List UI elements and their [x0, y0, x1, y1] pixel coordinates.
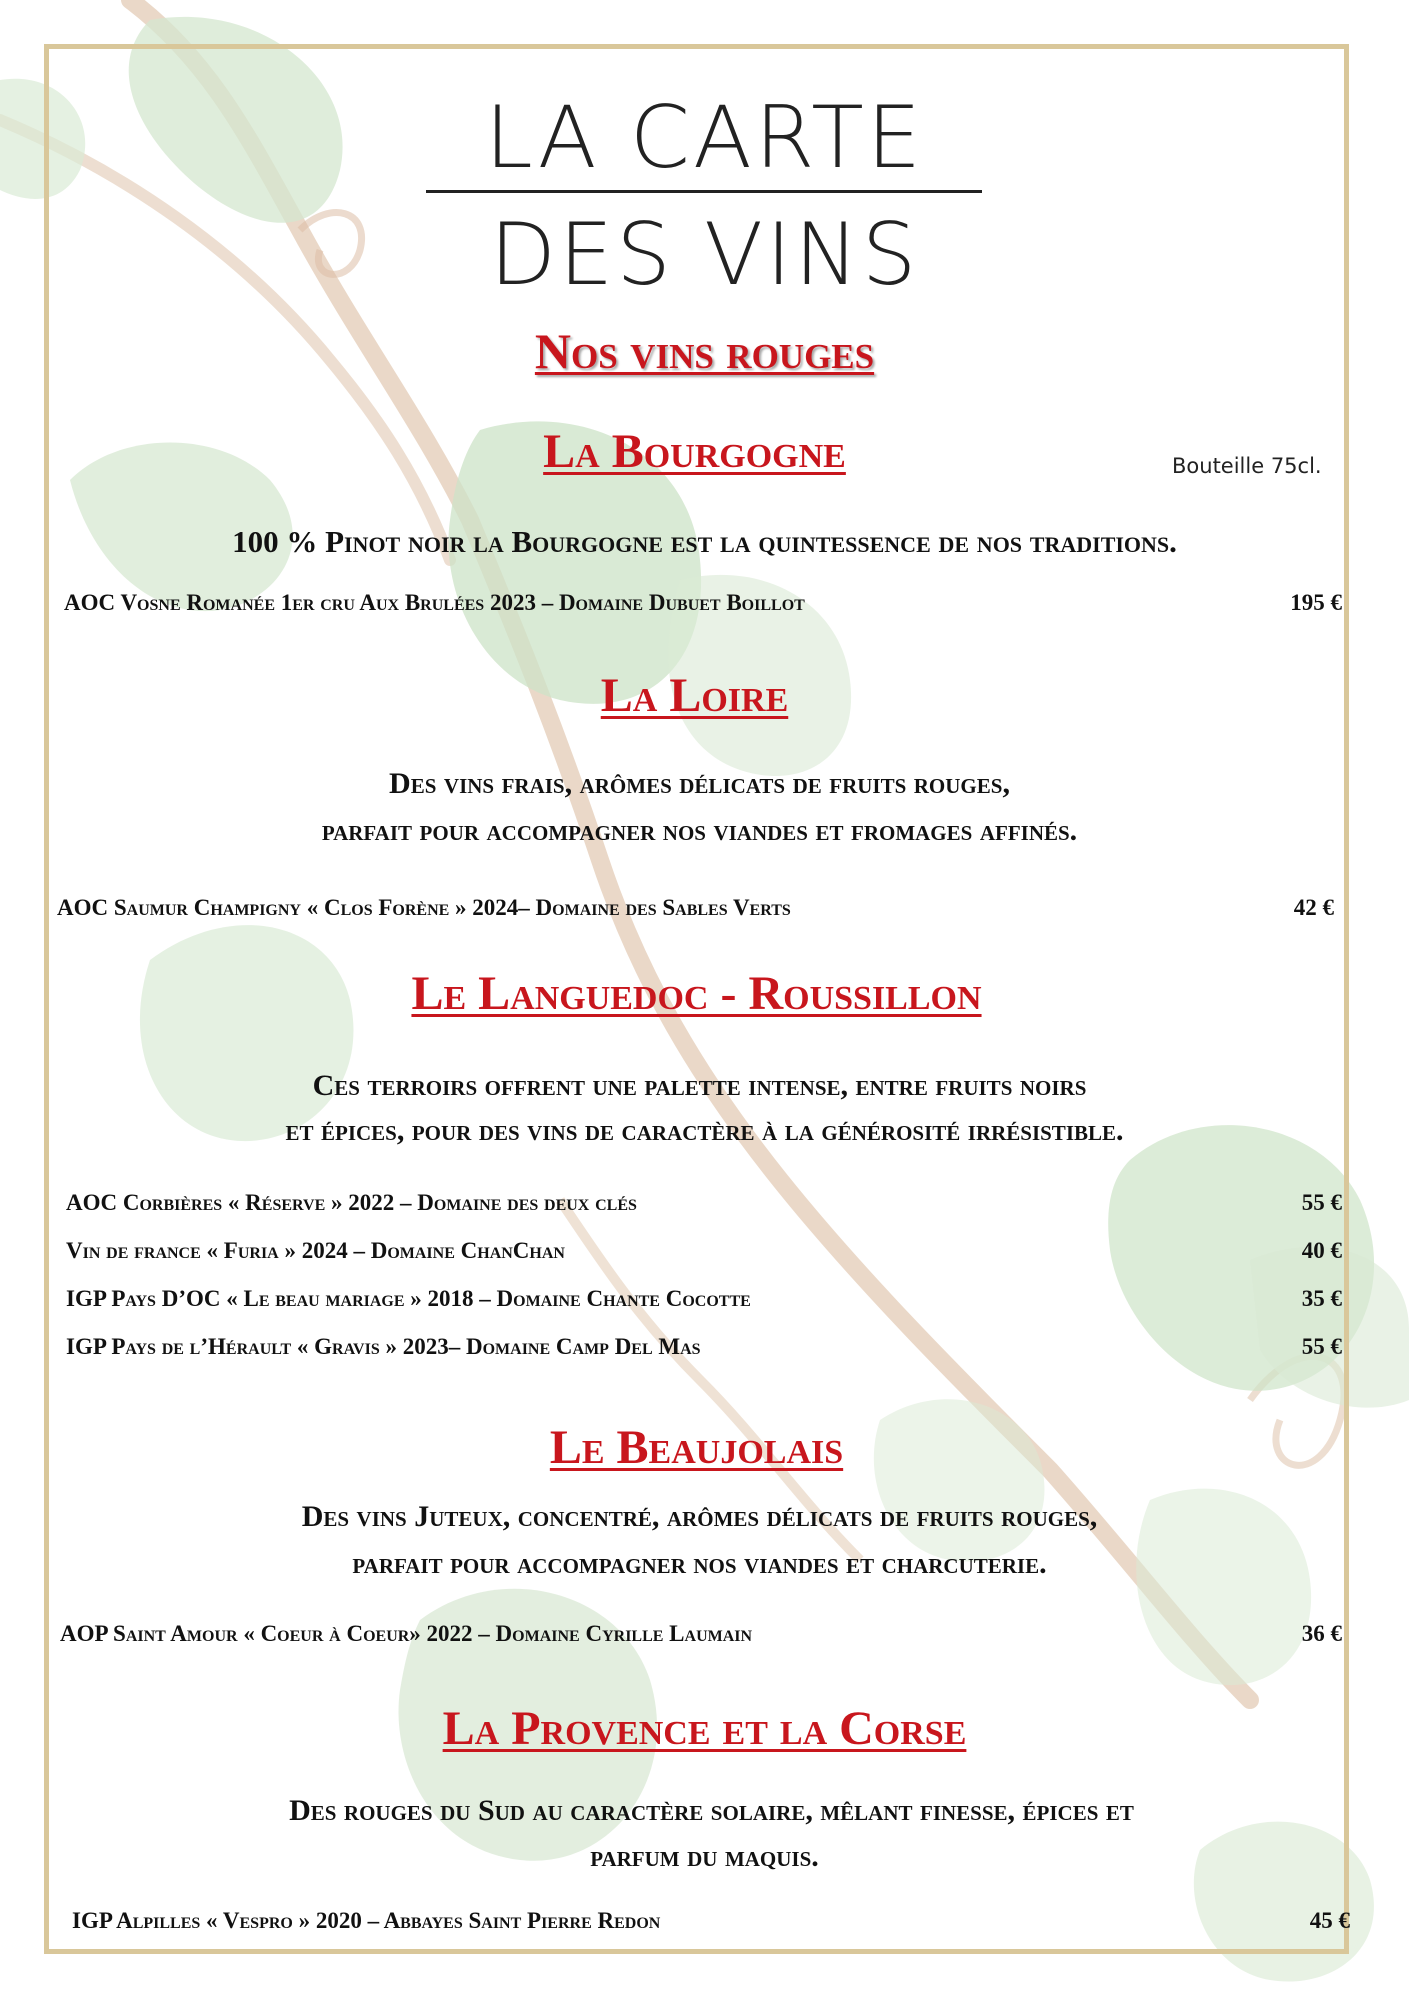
region-description-beaujolais-line-1: Des vins Juteux, concentré, arômes délicats de fruits rouges, [301, 1500, 1098, 1533]
region-description-languedoc-line-2: et épices, pour des vins de caractère à la générosité irrésistible. [285, 1114, 1124, 1147]
section-title: Nos vins rouges [534, 323, 875, 379]
wine-name: AOC Vosne Romanée 1er cru Aux Brulées 2023 – Domaine Dubuet Boillot [64, 590, 805, 615]
region-description-provence-line-1: Des rouges du Sud au caractère solaire, mêlant finesse, épices et [289, 1794, 1134, 1827]
region-description-loire-line-2: parfait pour accompagner nos viandes et fromages affinés. [321, 814, 1078, 847]
wine-name: IGP Pays de l’Hérault « Gravis » 2023– Domaine Camp Del Mas [66, 1334, 701, 1359]
region-title-loire: La Loire [600, 669, 789, 722]
region-title-languedoc-roussillon: Le Languedoc - Roussillon [411, 967, 982, 1020]
region-title-beaujolais: Le Beaujolais [549, 1421, 844, 1474]
wine-name: AOC Saumur Champigny « Clos Forène » 2024– Domaine des Sables Verts [57, 895, 791, 920]
wine-price: 42 € [1293, 895, 1334, 920]
region-description-languedoc-line-1: Ces terroirs offrent une palette intense, entre fruits noirs [312, 1069, 1087, 1102]
wine-price: 36 € [1301, 1621, 1342, 1646]
wine-name: IGP Pays D’OC « Le beau mariage » 2018 – Domaine Chante Cocotte [66, 1286, 751, 1311]
wine-price: 40 € [1301, 1238, 1342, 1263]
region-description-loire-line-1: Des vins frais, arômes délicats de fruits rouges, [389, 767, 1010, 800]
title-line-2: DES VINS [489, 205, 920, 305]
wine-price: 55 € [1301, 1190, 1342, 1215]
region-title-provence-corse: La Provence et la Corse [442, 1702, 967, 1755]
region-description-bourgogne: 100 % Pinot noir la Bourgogne est la quintessence de nos traditions. [232, 524, 1177, 559]
title-line-1: LA CARTE [484, 88, 925, 188]
region-title-bourgogne: La Bourgogne [543, 425, 846, 478]
wine-name: IGP Alpilles « Vespro » 2020 – Abbayes Saint Pierre Redon [72, 1908, 661, 1933]
wine-price: 45 € [1309, 1908, 1350, 1933]
region-description-provence-line-2: parfum du maquis. [590, 1840, 819, 1873]
wine-price: 195 € [1290, 590, 1342, 615]
wine-price: 55 € [1301, 1334, 1342, 1359]
wine-price: 35 € [1301, 1286, 1342, 1311]
wine-name: Vin de france « Furia » 2024 – Domaine ChanChan [66, 1238, 565, 1263]
region-description-beaujolais-line-2: parfait pour accompagner nos viandes et charcuterie. [352, 1547, 1047, 1580]
wine-name: AOC Corbières « Réserve » 2022 – Domaine des deux clés [66, 1190, 637, 1215]
title-divider [426, 190, 982, 193]
bottle-size-note: Bouteille 75cl. [1172, 454, 1322, 478]
wine-name: AOP Saint Amour « Coeur à Coeur» 2022 – Domaine Cyrille Laumain [60, 1621, 753, 1646]
